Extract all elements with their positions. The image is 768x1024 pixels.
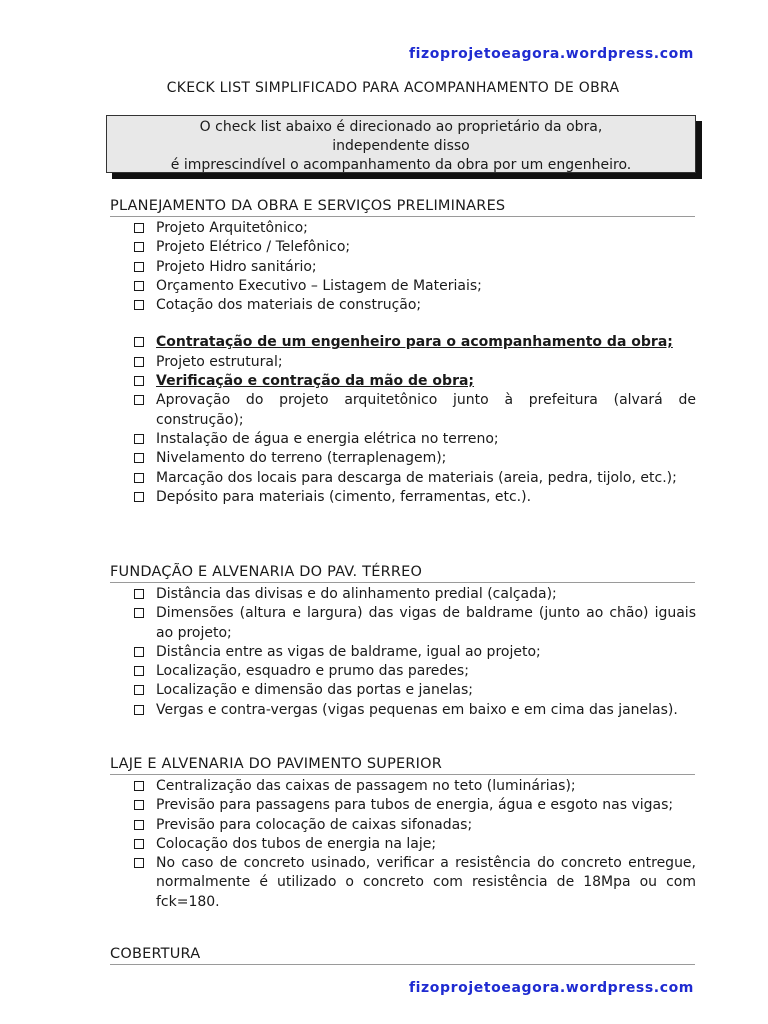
checkbox-icon[interactable] [134, 685, 144, 695]
checkbox-icon[interactable] [134, 357, 144, 367]
notice-line-2: independente disso [332, 138, 470, 154]
checklist-item [132, 777, 696, 796]
checklist-item [132, 391, 696, 430]
checklist-item-text: Instalação de água e energia elétrica no terreno; [156, 430, 499, 447]
checklist-item-text: Marcação dos locais para descarga de materiais (areia, pedra, tijolo, etc.); [156, 469, 677, 486]
notice-line-3: é imprescindível o acompanhamento da obra por um engenheiro. [170, 157, 632, 173]
checklist-item [132, 219, 696, 238]
checklist-item-text: Nivelamento do terreno (terraplenagem); [156, 450, 447, 467]
checklist-item-text: Distância entre as vigas de baldrame, igual ao projeto; [156, 643, 541, 660]
checklist-item [132, 488, 696, 507]
checklist-item-text: Vergas e contra-vergas (vigas pequenas em baixo e em cima das janelas). [156, 701, 678, 718]
checkbox-icon[interactable] [134, 589, 144, 599]
checkbox-icon[interactable] [134, 376, 144, 386]
checklist-item [132, 662, 696, 681]
notice-line-1: O check list abaixo é direcionado ao proprietário da obra, [199, 119, 603, 135]
checklist-item [132, 585, 696, 604]
checklist-item-text: Orçamento Executivo – Listagem de Materiais; [156, 277, 482, 294]
checklist-item-text: Contratação de um engenheiro para o acompanhamento da obra; [156, 334, 673, 351]
checklist-item-text: Projeto estrutural; [156, 353, 283, 370]
checkbox-icon[interactable] [134, 434, 144, 444]
checkbox-icon[interactable] [134, 705, 144, 715]
header-site-link[interactable]: fizoprojetoeagora.wordpress.com [408, 46, 694, 62]
checkbox-icon[interactable] [134, 223, 144, 233]
checklist-item-text: Centralização das caixas de passagem no teto (luminárias); [156, 778, 576, 794]
checklist-item-text: Depósito para materiais (cimento, ferramentas, etc.). [156, 488, 532, 505]
checklist-item-text: Previsão para passagens para tubos de energia, água e esgoto nas vigas; [156, 797, 674, 814]
checklist-item-text: Distância das divisas e do alinhamento predial (calçada); [156, 586, 557, 602]
checkbox-icon[interactable] [134, 473, 144, 483]
checklist-planejamento [132, 219, 696, 507]
checklist-item [132, 701, 696, 720]
checkbox-icon[interactable] [134, 300, 144, 310]
checkbox-icon[interactable] [134, 858, 144, 868]
section-title-cobertura: COBERTURA [110, 945, 695, 965]
checklist-fundacao [132, 585, 696, 720]
checklist-item [132, 277, 696, 296]
checklist-item [132, 296, 696, 315]
checklist-item [132, 238, 696, 257]
document-title: CKECK LIST SIMPLIFICADO PARA ACOMPANHAMENTO DE OBRA [166, 80, 620, 96]
checklist-laje [132, 777, 696, 912]
checkbox-icon[interactable] [134, 666, 144, 676]
checklist-item-text: Verificação e contração da mão de obra; [156, 373, 475, 390]
checklist-item-text: Projeto Arquitetônico; [156, 220, 308, 236]
checklist-item-text: Dimensões (altura e largura) das vigas de baldrame (junto ao chão) iguais ao projeto; [156, 605, 696, 641]
checkbox-icon[interactable] [134, 492, 144, 502]
checklist-item-text: No caso de concreto usinado, verificar a resistência do concreto entregue, normalmente é utilizado o concreto com resistência de 18Mpa ou com fck=180. [156, 855, 696, 910]
checklist-item [132, 796, 696, 815]
checklist-item-text: Previsão para colocação de caixas sifonadas; [156, 816, 473, 833]
checklist-item [132, 372, 696, 391]
checklist-item [132, 353, 696, 372]
checkbox-icon[interactable] [134, 647, 144, 657]
checklist-item [132, 333, 696, 352]
section-title-laje: LAJE E ALVENARIA DO PAVIMENTO SUPERIOR [110, 755, 695, 775]
checkbox-icon[interactable] [134, 820, 144, 830]
checklist-item-text: Projeto Hidro sanitário; [156, 258, 317, 275]
checklist-item-text: Projeto Elétrico / Telefônico; [156, 239, 351, 256]
checkbox-icon[interactable] [134, 337, 144, 347]
checklist-item [132, 449, 696, 468]
checklist-item-text: Cotação dos materiais de construção; [156, 297, 422, 314]
checklist-item [132, 681, 696, 700]
footer-site-link[interactable]: fizoprojetoeagora.wordpress.com [408, 980, 694, 996]
checkbox-icon[interactable] [134, 800, 144, 810]
checklist-item [132, 835, 696, 854]
checklist-item [132, 258, 696, 277]
checklist-item [132, 604, 696, 643]
checkbox-icon[interactable] [134, 242, 144, 252]
checklist-item [132, 854, 696, 912]
checklist-item [132, 643, 696, 662]
section-title-planejamento: PLANEJAMENTO DA OBRA E SERVIÇOS PRELIMINARES [110, 197, 695, 217]
checkbox-icon[interactable] [134, 395, 144, 405]
checklist-item [132, 430, 696, 449]
checkbox-icon[interactable] [134, 608, 144, 618]
checkbox-icon[interactable] [134, 781, 144, 791]
checklist-item-text: Colocação dos tubos de energia na laje; [156, 835, 437, 852]
checklist-item [132, 816, 696, 835]
checklist-item [132, 469, 696, 488]
checklist-item-text: Localização, esquadro e prumo das paredes; [156, 663, 469, 680]
checkbox-icon[interactable] [134, 453, 144, 463]
notice-box [106, 115, 696, 173]
section-title-fundacao: FUNDAÇÃO E ALVENARIA DO PAV. TÉRREO [110, 563, 695, 583]
checkbox-icon[interactable] [134, 839, 144, 849]
checkbox-icon[interactable] [134, 262, 144, 272]
checkbox-icon[interactable] [134, 281, 144, 291]
checklist-item-text: Localização e dimensão das portas e janelas; [156, 682, 473, 699]
checklist-item-text: Aprovação do projeto arquitetônico junto à prefeitura (alvará de construção); [156, 392, 696, 428]
